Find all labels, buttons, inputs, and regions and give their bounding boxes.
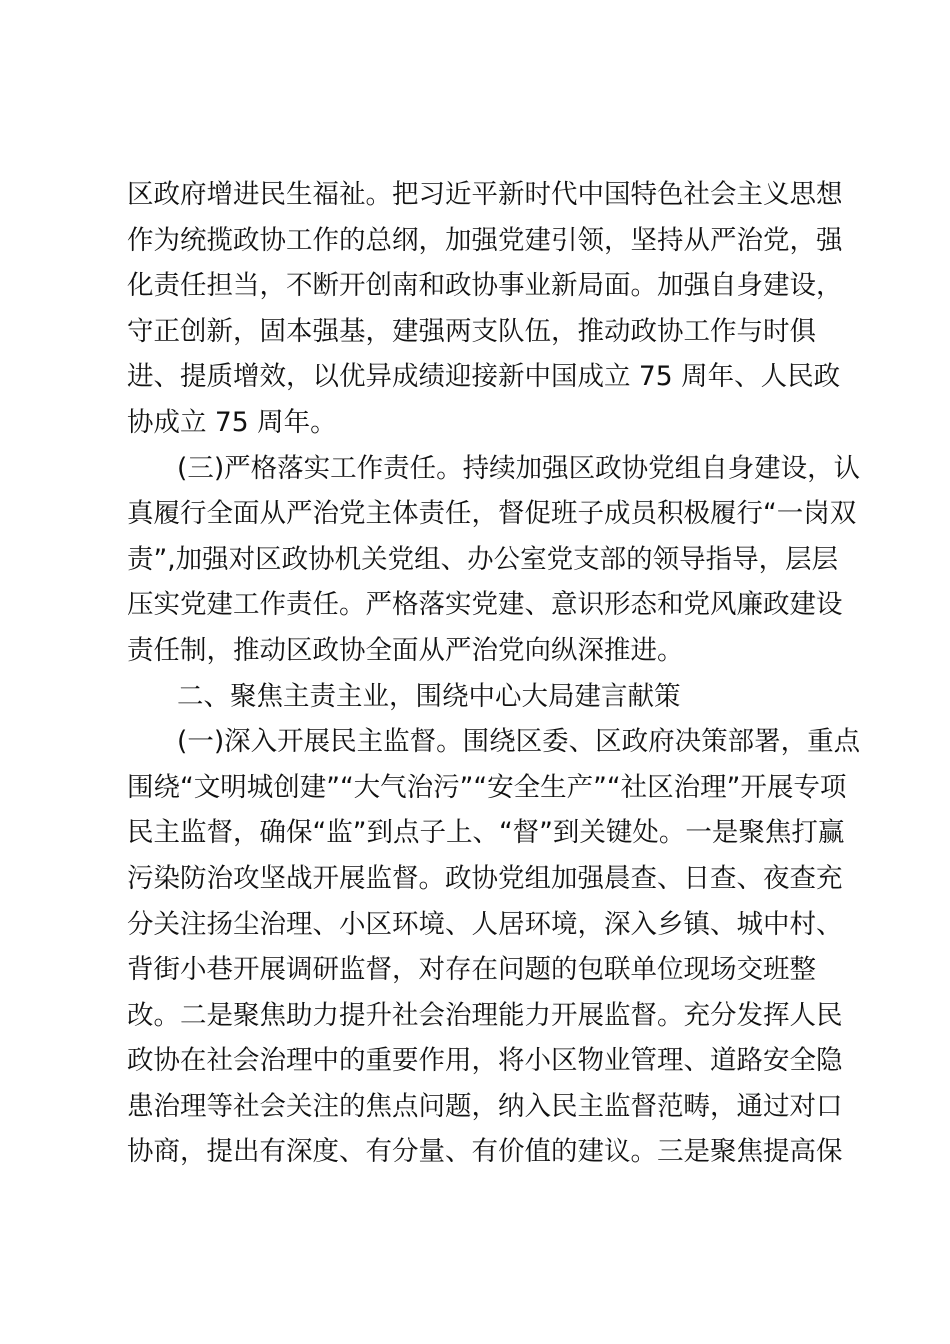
- text-line: 背街小巷开展调研监督，对存在问题的包联单位现场交班整: [127, 954, 816, 986]
- text-line: 化责任担当，不断开创南和政协事业新局面。加强自身建设，: [127, 270, 843, 302]
- text-line: 进、提质增效，以优异成绩迎接新中国成立 75 周年、人民政: [127, 361, 841, 393]
- text-line: 分关注扬尘治理、小区环境、人居环境，深入乡镇、城中村、: [127, 908, 843, 940]
- text-line: 协商，提出有深度、有分量、有价值的建议。三是聚焦提高保: [127, 1136, 843, 1168]
- section-heading: 二、聚焦主责主业，围绕中心大局建言献策: [177, 680, 681, 712]
- paragraph-heading-line: (一)深入开展民主监督。围绕区委、区政府决策部署，重点: [177, 726, 861, 758]
- document-body: [127, 172, 861, 1175]
- text-line: 协成立 75 周年。: [127, 406, 337, 438]
- text-line: 作为统揽政协工作的总纲，加强党建引领，坚持从严治党，强: [127, 224, 843, 256]
- text-line: 真履行全面从严治党主体责任，督促班子成员积极履行“一岗双: [127, 498, 857, 530]
- text-line: 政协在社会治理中的重要作用，将小区物业管理、道路安全隐: [127, 1045, 843, 1077]
- text-line: 围绕“文明城创建”“大气治污”“安全生产”“社区治理”开展专项: [127, 771, 847, 803]
- text-line: 责”,加强对区政协机关党组、办公室党支部的领导指导，层层: [127, 543, 839, 575]
- text-line: 改。二是聚焦助力提升社会治理能力开展监督。充分发挥人民: [127, 999, 843, 1031]
- text-line: 压实党建工作责任。严格落实党建、意识形态和党风廉政建设: [127, 589, 843, 621]
- text-line: 责任制，推动区政协全面从严治党向纵深推进。: [127, 634, 684, 666]
- text-line: 患治理等社会关注的焦点问题，纳入民主监督范畴，通过对口: [127, 1090, 843, 1122]
- paragraph-heading-line: (三)严格落实工作责任。持续加强区政协党组自身建设，认: [177, 452, 861, 484]
- text-line: 区政府增进民生福祉。把习近平新时代中国特色社会主义思想: [127, 179, 843, 210]
- text-line: 民主监督，确保“监”到点子上、“督”到关键处。一是聚焦打赢: [127, 817, 845, 849]
- text-line: 污染防治攻坚战开展监督。政协党组加强晨查、日查、夜查充: [127, 862, 843, 894]
- text-line: 守正创新，固本强基，建强两支队伍，推动政协工作与时俱: [127, 315, 816, 347]
